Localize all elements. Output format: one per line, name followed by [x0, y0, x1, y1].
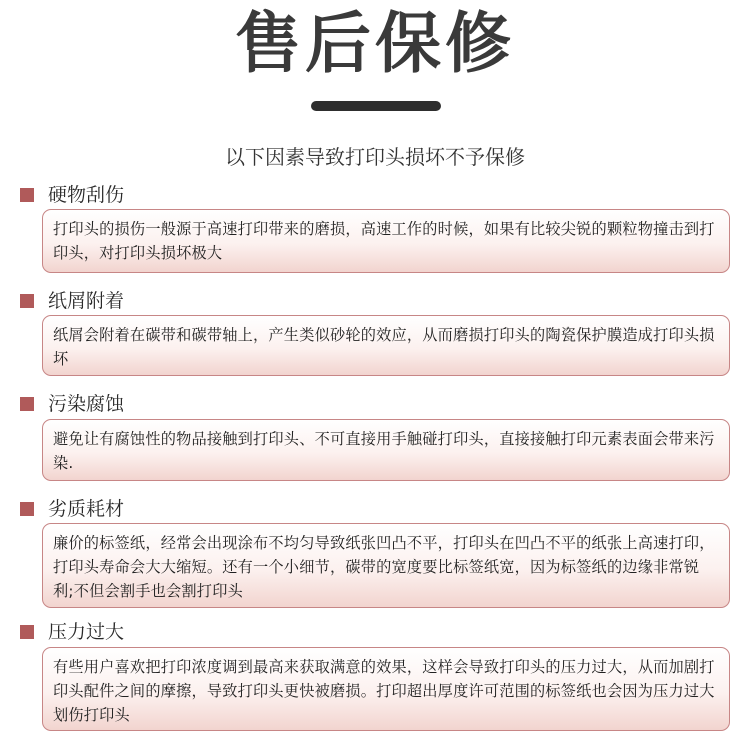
section-body-excessive-pressure: 有些用户喜欢把打印浓度调到最高来获取满意的效果，这样会导致打印头的压力过大，从而加剧打印头配件之间的摩擦，导致打印头更快被磨损。打印超出厚度许可范围的标签纸也会因为压力过大划伤打印头: [42, 647, 730, 731]
bullet-square-icon: [20, 188, 34, 202]
bullet-square-icon: [20, 397, 34, 411]
bullet-square-icon: [20, 502, 34, 516]
section-body-poor-consumables: 廉价的标签纸，经常会出现涂布不均匀导致纸张凹凸不平，打印头在凹凸不平的纸张上高速打印，打印头寿命会大大缩短。还有一个小细节，碳带的宽度要比标签纸宽，因为标签纸的边缘非常锐利;不但会割手也会割打印头: [42, 523, 730, 608]
section-title: 纸屑附着: [48, 290, 125, 312]
title-underline: [311, 101, 441, 111]
section-heading-poor-consumables: [20, 495, 124, 523]
page-subtitle: 以下因素导致打印头损坏不予保修: [225, 145, 525, 169]
section-title: 压力过大: [48, 621, 125, 643]
section-title: 污染腐蚀: [48, 393, 125, 415]
bullet-square-icon: [20, 625, 34, 639]
section-title: 劣质耗材: [48, 498, 125, 520]
section-body-paper-debris: 纸屑会附着在碳带和碳带轴上，产生类似砂轮的效应，从而磨损打印头的陶瓷保护膜造成打印头损坏: [42, 315, 730, 376]
section-heading-paper-debris: [20, 287, 124, 315]
page-title: 售后保修: [235, 5, 515, 82]
section-heading-contamination-corrosion: [20, 390, 124, 418]
section-title: 硬物刮伤: [48, 184, 125, 206]
section-body-contamination-corrosion: 避免让有腐蚀性的物品接触到打印头、不可直接用手触碰打印头，直接接触打印元素表面会带来污染.: [42, 419, 730, 481]
section-heading-hard-object-scratch: [20, 181, 124, 209]
section-body-hard-object-scratch: 打印头的损伤一般源于高速打印带来的磨损，高速工作的时候，如果有比较尖锐的颗粒物撞击到打印头，对打印头损坏极大: [42, 209, 730, 273]
section-heading-excessive-pressure: [20, 618, 124, 646]
bullet-square-icon: [20, 294, 34, 308]
